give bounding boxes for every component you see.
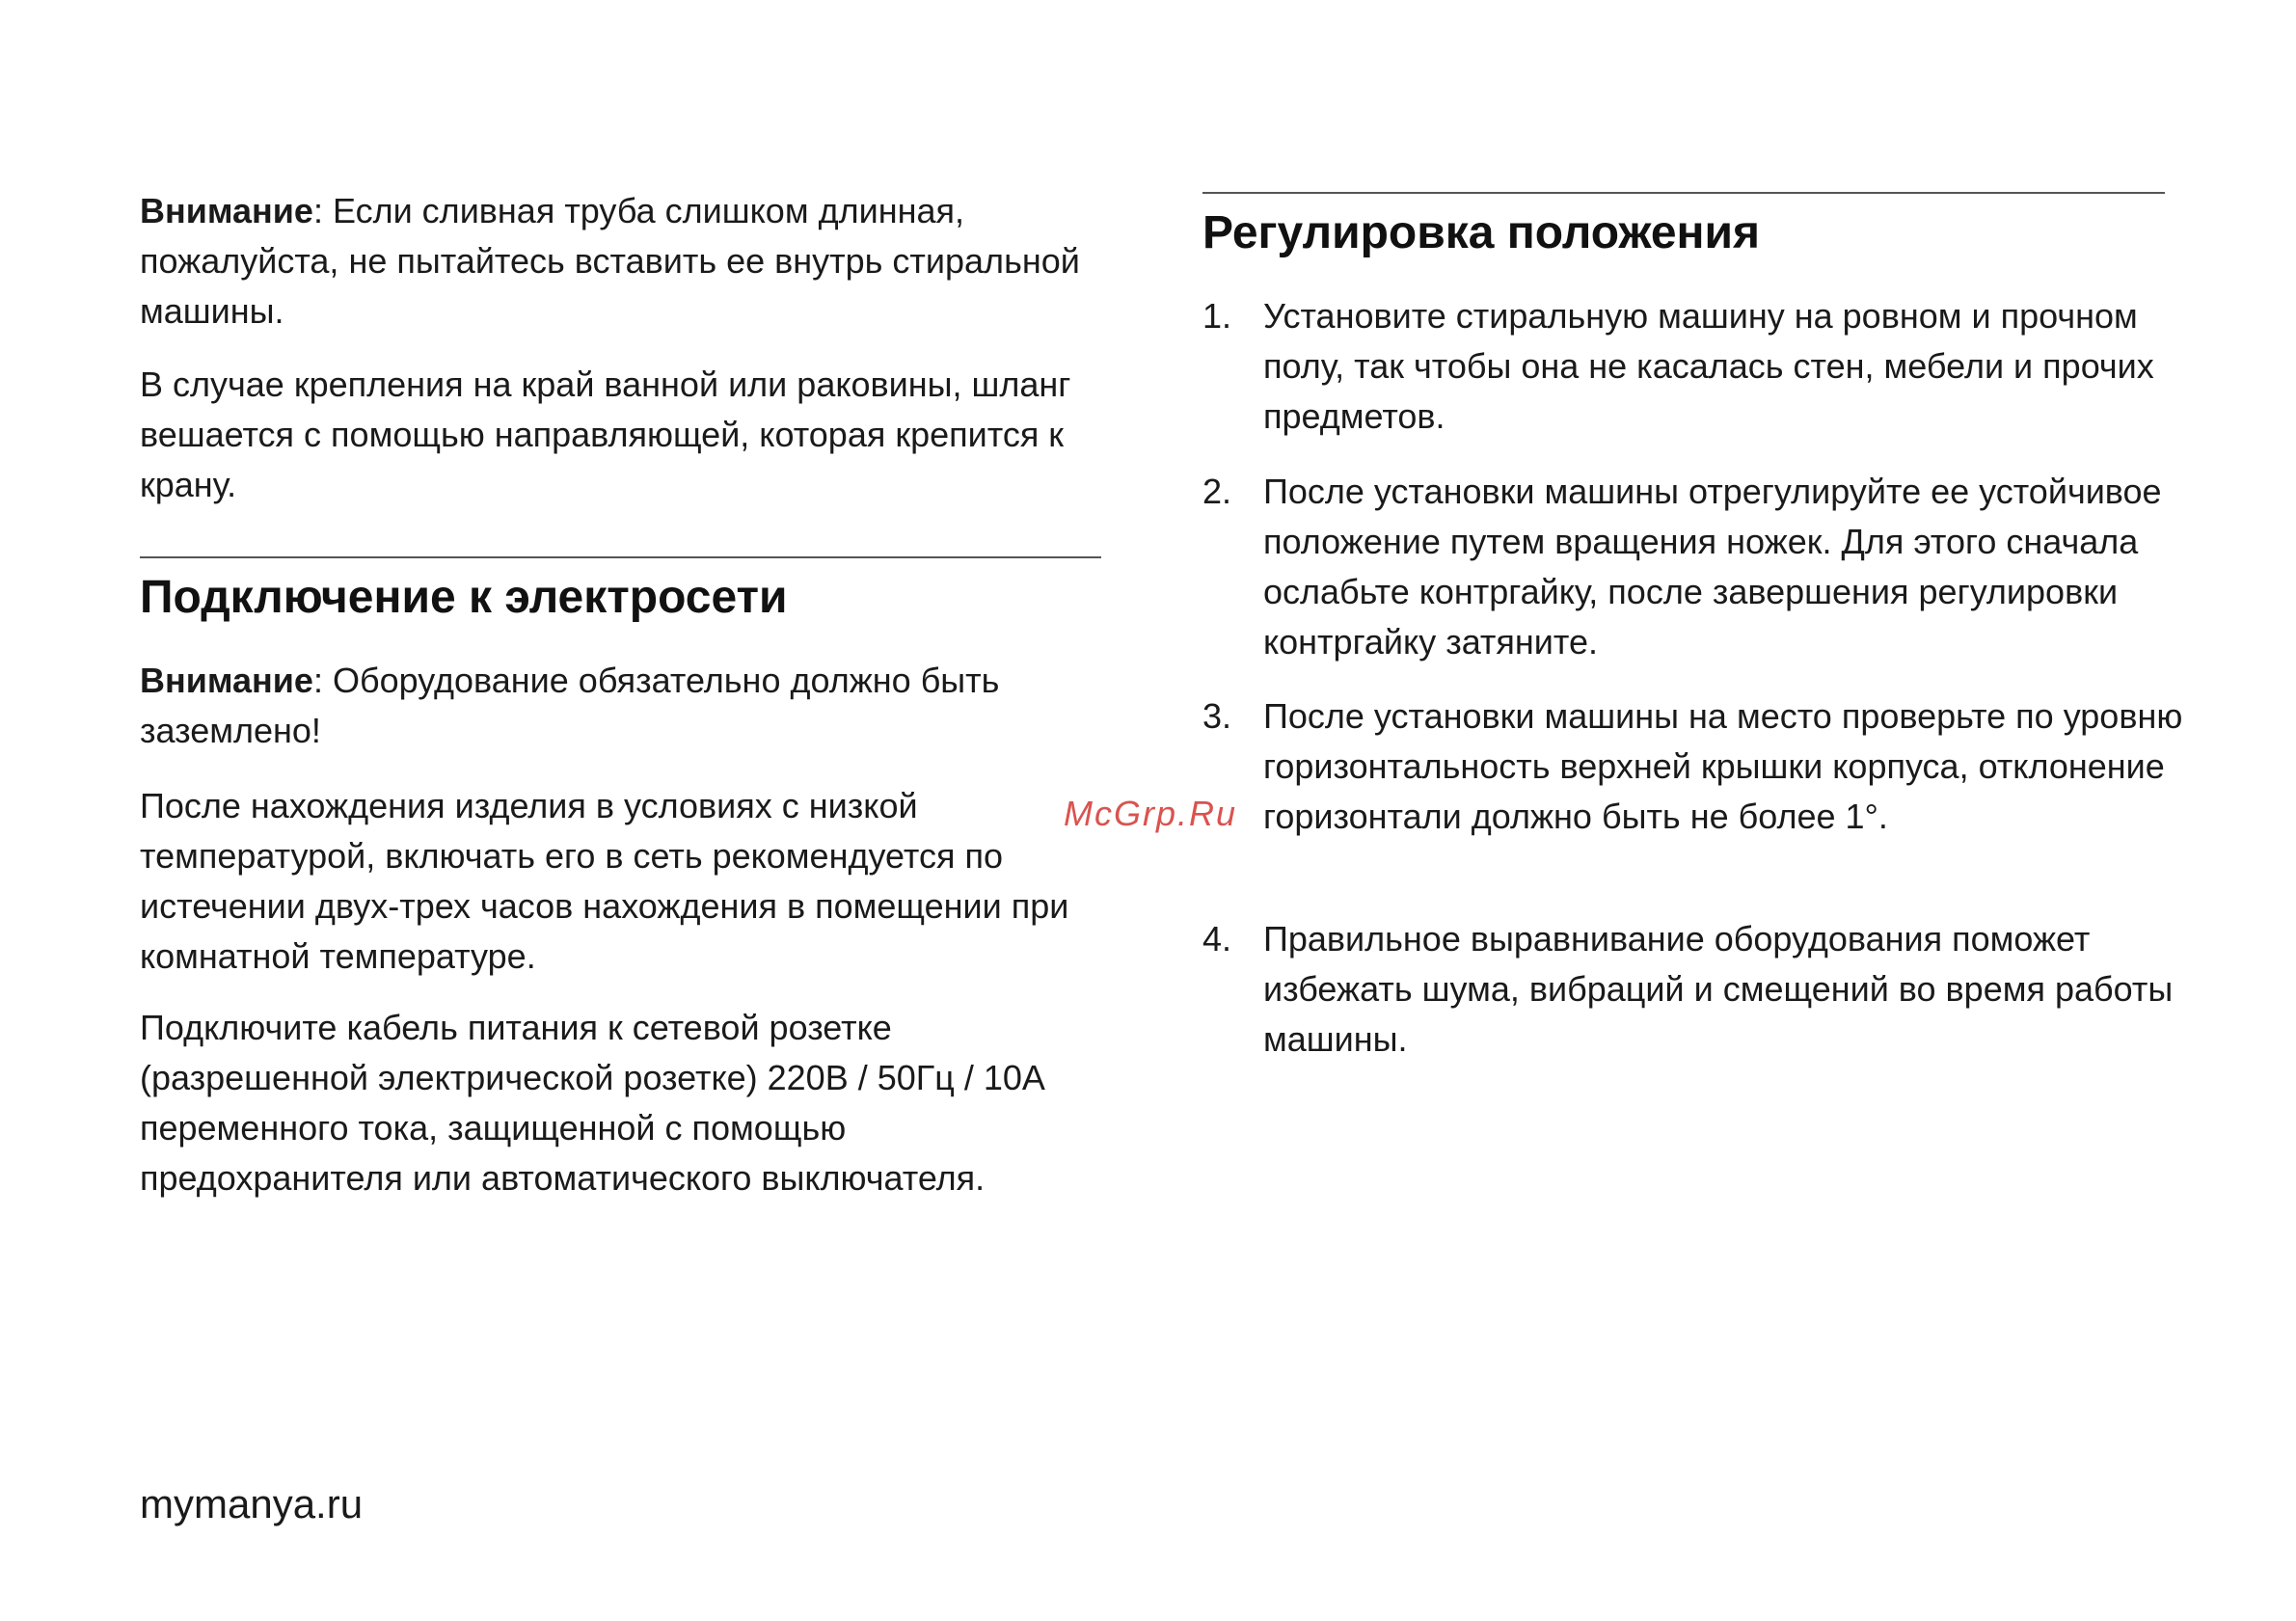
heading-power-connection: Подключение к электросети	[140, 572, 788, 623]
list-number: 3.	[1202, 696, 1232, 736]
note-label: Внимание	[140, 191, 313, 230]
footer-site: mymanya.ru	[140, 1481, 364, 1526]
list-text: После установки машины отрегулируйте ее устойчивое положение путем вращения ножек. Для этого сначала ослабьте контргайку, после завершения регулировки контргайку затяните.	[1263, 472, 2162, 662]
paragraph-low-temperature: После нахождения изделия в условиях с низкой температурой, включать его в сеть рекомендуется по истечении двух-трех часов нахождения в помещении при комнатной температуре.	[140, 786, 1069, 976]
watermark: McGrp.Ru	[1064, 789, 1237, 839]
note-label: Внимание	[140, 661, 313, 700]
note-drain-pipe	[140, 186, 1104, 337]
note-text: : Оборудование обязательно должно быть заземлено!	[140, 661, 1000, 750]
heading-position-adjustment: Регулировка положения	[1202, 207, 1761, 258]
paragraph-power-cable: Подключите кабель питания к сетевой розетке (разрешенной электрической розетке) 220В / 50Гц / 10А переменного тока, защищенной с помощью предохранителя или автоматического выключателя.	[140, 1008, 1045, 1198]
list-number: 4.	[1202, 919, 1232, 959]
list-number: 2.	[1202, 472, 1232, 511]
list-text: После установки машины на место проверьте по уровню горизонтальность верхней крышки корпуса, отклонение горизонтали должно быть не более 1°.	[1263, 696, 2183, 836]
paragraph-bath-mount: В случае крепления на край ванной или раковины, шланг вешается с помощью направляющей, которая крепится к крану.	[140, 365, 1071, 504]
list-text: Установите стиральную машину на ровном и прочном полу, так чтобы она не касалась стен, мебели и прочих предметов.	[1263, 296, 2154, 436]
list-number: 1.	[1202, 296, 1232, 336]
note-text: : Если сливная труба слишком длинная, пожалуйста, не пытайтесь вставить ее внутрь стиральной машины.	[140, 191, 1080, 331]
list-text: Правильное выравнивание оборудования поможет избежать шума, вибраций и смещений во время работы машины.	[1263, 919, 2174, 1059]
section-divider	[1202, 192, 2165, 194]
note-grounding	[140, 656, 1104, 756]
section-divider	[140, 556, 1101, 558]
